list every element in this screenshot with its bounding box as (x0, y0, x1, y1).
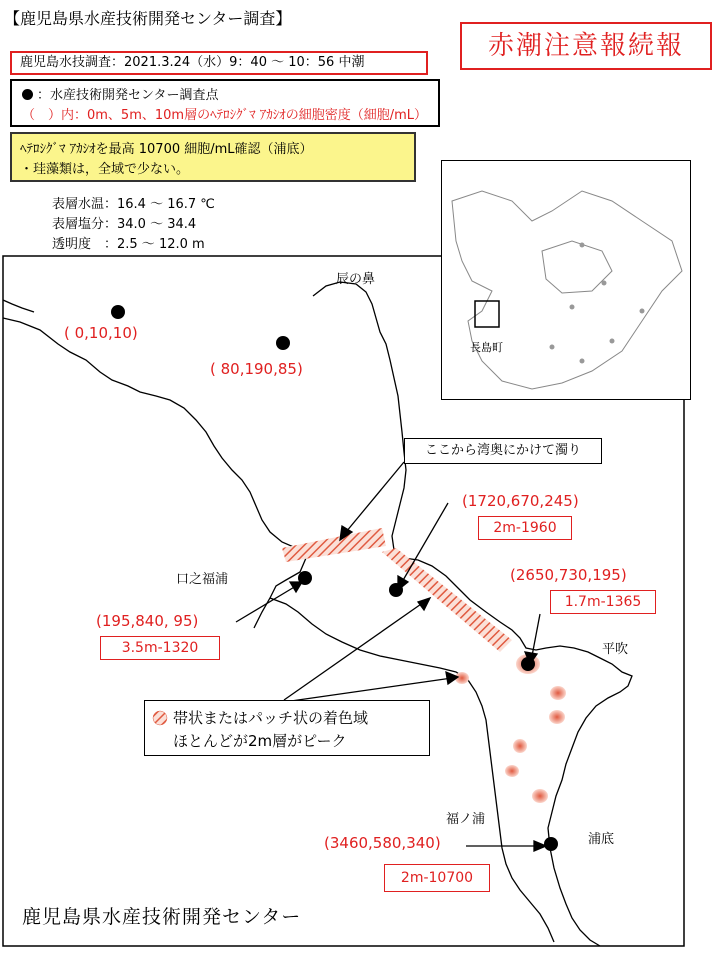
station-peak-6: 2m-10700 (384, 864, 490, 892)
place-tatsunohana: 辰の鼻 (336, 272, 376, 287)
discoloration-callout-line2: ほとんどが2m層がピーク (173, 732, 347, 750)
hatch-patch-icon (151, 709, 169, 727)
patch (513, 739, 527, 753)
inset-station (550, 345, 555, 350)
station-dot (544, 837, 558, 851)
inset-station (580, 243, 585, 248)
leader-line (402, 503, 448, 582)
legend-station-label: ：水産技術開発センター調査点 (37, 88, 219, 103)
patch (549, 710, 565, 724)
coastline-north (3, 300, 34, 312)
turbid-band (282, 528, 386, 562)
patch (532, 789, 548, 803)
inset-station (602, 281, 607, 286)
inset-map-svg (442, 161, 690, 399)
inset-coastline (452, 191, 682, 389)
place-hirabuki: 平吹 (602, 642, 629, 657)
inset-station (580, 359, 585, 364)
transparency: 透明度 ：2.5 ～ 12.0 m (52, 237, 205, 252)
station-density-5: (2650,730,195) (510, 566, 627, 584)
summary-diatoms: ・珪藻類は，全域で少ない。 (20, 162, 190, 177)
discoloration-callout (144, 700, 430, 756)
arrow-head (418, 598, 430, 610)
station-density-1: ( 0,10,10) (64, 324, 138, 342)
inset-label-nagashima: 長島町 (470, 341, 503, 354)
arrow-head (398, 576, 408, 590)
surface-salinity: 表層塩分：34.0 ～ 34.4 (52, 217, 197, 232)
station-density-2: ( 80,190,85) (210, 360, 303, 378)
station-density-3: (195,840, 95) (96, 612, 199, 630)
station-dot (276, 336, 290, 350)
inset-station (640, 309, 645, 314)
station-peak-3: 3.5m-1320 (100, 636, 220, 660)
inset-station (570, 305, 575, 310)
place-kuchinofukuura: 口之福浦 (176, 572, 229, 587)
station-peak-5: 1.7m-1365 (550, 590, 656, 614)
summary-max-density: ﾍﾃﾛｼｸﾞﾏ ｱｶｼｵを最高 10700 細胞/mL確認（浦底） (20, 142, 313, 157)
station-density-4: (1720,670,245) (462, 492, 579, 510)
inset-island (542, 241, 612, 293)
surface-temperature: 表層水温：16.4 ～ 16.7 ℃ (52, 197, 215, 212)
station-peak-4: 2m-1960 (478, 516, 572, 540)
red-tide-alert-badge: 赤潮注意報続報 (460, 22, 712, 70)
discoloration-callout-line1: 帯状またはパッチ状の着色域 (173, 709, 369, 727)
place-fukunoura: 福ノ浦 (446, 812, 486, 827)
place-urazoko: 浦底 (588, 832, 615, 847)
patch (505, 765, 519, 777)
footer-organization: 鹿児島県水産技術開発センター (22, 906, 302, 928)
discoloration-band (382, 548, 512, 652)
page-title: 【鹿児島県水産技術開発センター調査】 (4, 9, 292, 28)
station-dot (111, 305, 125, 319)
survey-info: 鹿児島水技調査：2021.3.24（水）9：40 ～ 10：56 中潮 (10, 51, 428, 75)
turbidity-callout: ここから湾奥にかけて濁り (404, 438, 602, 464)
patch (550, 686, 566, 700)
inset-map (441, 160, 691, 400)
inset-station (610, 339, 615, 344)
arrow-head (446, 672, 458, 684)
station-density-6: (3460,580,340) (324, 834, 441, 852)
arrow-head (290, 582, 302, 592)
legend-density-label: （ ）内：0m、5m、10m層のﾍﾃﾛｼｸﾞﾏ ｱｶｼｵの細胞密度（細胞/mL） (22, 108, 427, 123)
